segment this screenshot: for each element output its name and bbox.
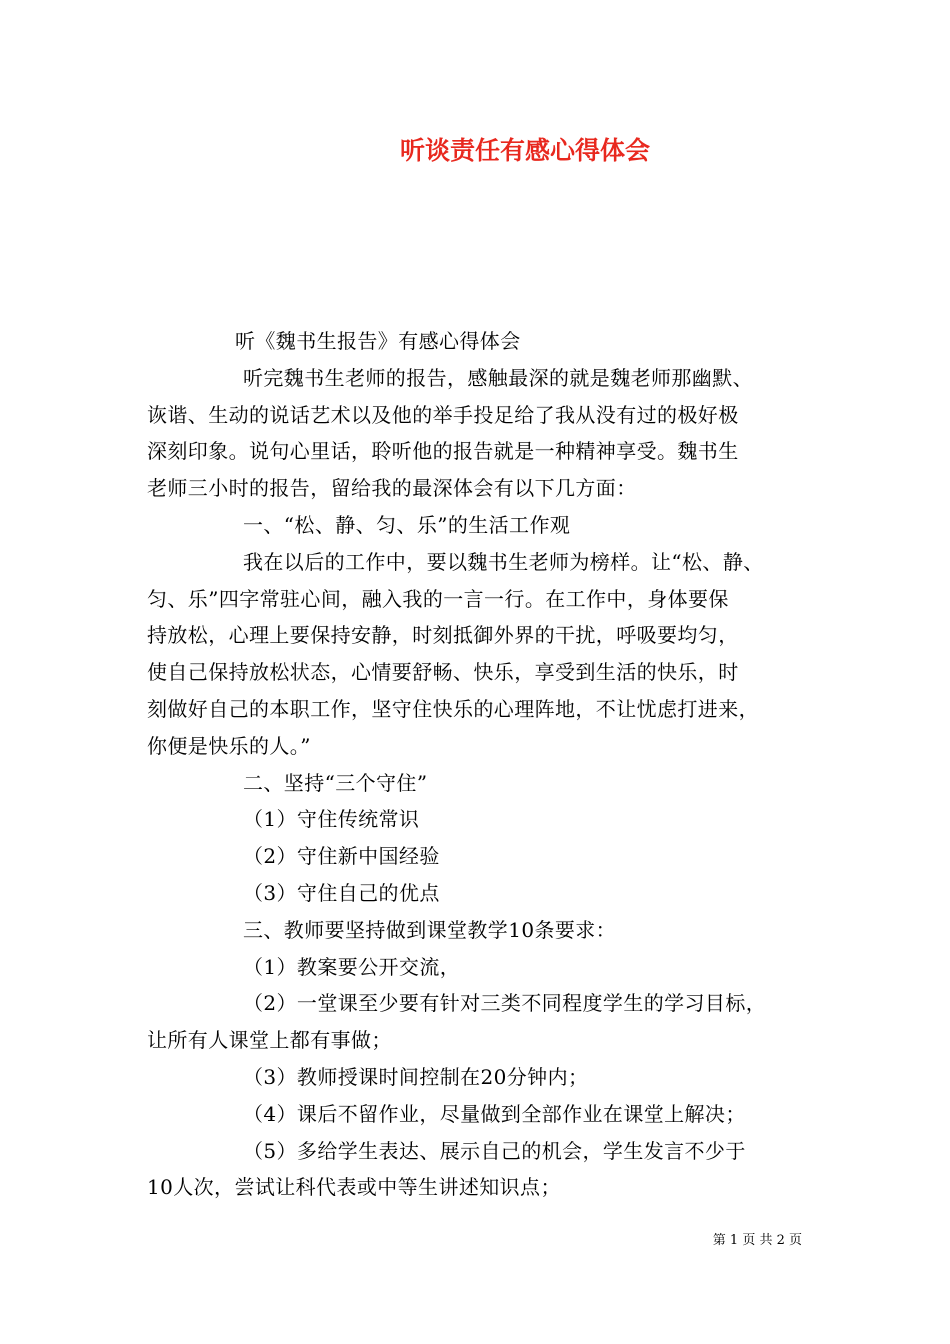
paragraph-line: （1）教案要公开交流， <box>243 954 461 979</box>
paragraph-line: 刻做好自己的本职工作，坚守住快乐的心理阵地，不让忧虑打进来， <box>147 696 759 721</box>
paragraph-line: 听《魏书生报告》有感心得体会 <box>235 329 521 353</box>
paragraph-line: 使自己保持放松状态，心情要舒畅、快乐，享受到生活的快乐，时 <box>147 660 739 685</box>
paragraph-line: 让所有人课堂上都有事做； <box>147 1028 392 1053</box>
paragraph-line: 匀、乐”四字常驻心间，融入我的一言一行。在工作中，身体要保 <box>147 586 729 611</box>
paragraph-line: 持放松，心理上要保持安静，时刻抵御外界的干扰，呼吸要均匀， <box>147 623 739 648</box>
paragraph-line: 听完魏书生老师的报告，感触最深的就是魏老师那幽默、 <box>243 365 753 390</box>
paragraph-line: 二、坚持“三个守住” <box>243 770 428 795</box>
paragraph-line: （2）守住新中国经验 <box>243 844 440 869</box>
paragraph-line: 10人次，尝试让科代表或中等生讲述知识点； <box>147 1175 561 1200</box>
paragraph-line: （1）守住传统常识 <box>243 807 420 832</box>
paragraph-line: 深刻印象。说句心里话，聆听他的报告就是一种精神享受。魏书生 <box>147 439 739 464</box>
paragraph-line: （4）课后不留作业，尽量做到全部作业在课堂上解决； <box>243 1101 746 1126</box>
paragraph-line: 诙谐、生动的说话艺术以及他的举手投足给了我从没有过的极好极 <box>147 402 739 427</box>
page-footer: 第 1 页 共 2 页 <box>712 1233 802 1248</box>
paragraph-line: （3）守住自己的优点 <box>243 880 440 905</box>
paragraph-line: （3）教师授课时间控制在20分钟内； <box>243 1064 589 1089</box>
paragraph-line: （5）多给学生表达、展示自己的机会，学生发言不少于 <box>243 1138 746 1163</box>
paragraph-line: 一、“松、静、匀、乐”的生活工作观 <box>243 512 571 537</box>
paragraph-line: 三、教师要坚持做到课堂教学10条要求： <box>243 917 617 942</box>
document-body <box>147 323 803 1206</box>
paragraph-line: 我在以后的工作中，要以魏书生老师为榜样。让“松、静、 <box>243 549 764 574</box>
paragraph-line: 你便是快乐的人。” <box>147 733 311 758</box>
document-title: 听谈责任有感心得体会 <box>399 136 650 165</box>
paragraph-line: 老师三小时的报告，留给我的最深体会有以下几方面： <box>147 476 637 501</box>
paragraph-line: （2）一堂课至少要有针对三类不同程度学生的学习目标， <box>243 991 767 1016</box>
